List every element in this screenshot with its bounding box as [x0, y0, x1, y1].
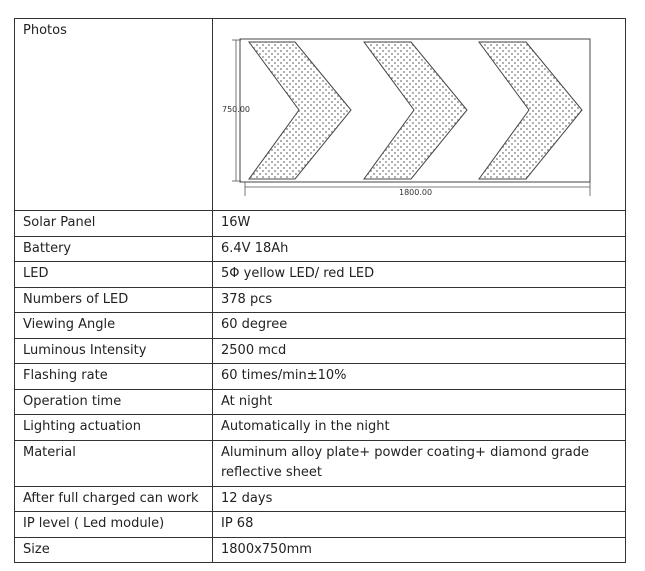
table-row [15, 389, 626, 415]
row-label: Material [15, 440, 213, 486]
row-label: Solar Panel [15, 211, 213, 237]
row-value: Automatically in the night [213, 415, 626, 441]
table-row [15, 415, 626, 441]
table-row [15, 512, 626, 538]
row-label: Numbers of LED [15, 287, 213, 313]
table-row [15, 313, 626, 339]
chevron-sign-drawing [213, 19, 626, 206]
row-label: Operation time [15, 389, 213, 415]
row-label: Viewing Angle [15, 313, 213, 339]
chevron-3 [479, 42, 582, 179]
row-label: Flashing rate [15, 364, 213, 390]
row-value: 1800x750mm [213, 537, 626, 563]
spec-table [14, 18, 626, 563]
row-value: 60 degree [213, 313, 626, 339]
row-label: Lighting actuation [15, 415, 213, 441]
row-value: Aluminum alloy plate+ powder coating+ diamond grade reflective sheet [213, 440, 626, 486]
row-value: IP 68 [213, 512, 626, 538]
table-row [15, 338, 626, 364]
height-dimension-label: 750.00 [222, 105, 250, 114]
row-label: Size [15, 537, 213, 563]
row-label: IP level ( Led module) [15, 512, 213, 538]
row-value: 12 days [213, 486, 626, 512]
chevron-2 [364, 42, 467, 179]
table-row [15, 287, 626, 313]
table-row [15, 537, 626, 563]
row-value: 16W [213, 211, 626, 237]
table-row [15, 19, 626, 211]
width-dimension-label: 1800.00 [399, 188, 433, 197]
row-value: 378 pcs [213, 287, 626, 313]
row-value: 2500 mcd [213, 338, 626, 364]
chevron-1 [249, 42, 351, 179]
row-label: Photos [15, 19, 213, 211]
row-value: 5Φ yellow LED/ red LED [213, 262, 626, 288]
row-value: 6.4V 18Ah [213, 236, 626, 262]
table-row [15, 486, 626, 512]
row-label: Luminous Intensity [15, 338, 213, 364]
row-label: LED [15, 262, 213, 288]
table-row [15, 262, 626, 288]
table-row [15, 364, 626, 390]
row-value: 60 times/min±10% [213, 364, 626, 390]
row-value: At night [213, 389, 626, 415]
table-row [15, 211, 626, 237]
photo-cell [213, 19, 626, 211]
row-label: Battery [15, 236, 213, 262]
row-label: After full charged can work [15, 486, 213, 512]
table-row [15, 236, 626, 262]
table-row [15, 440, 626, 486]
